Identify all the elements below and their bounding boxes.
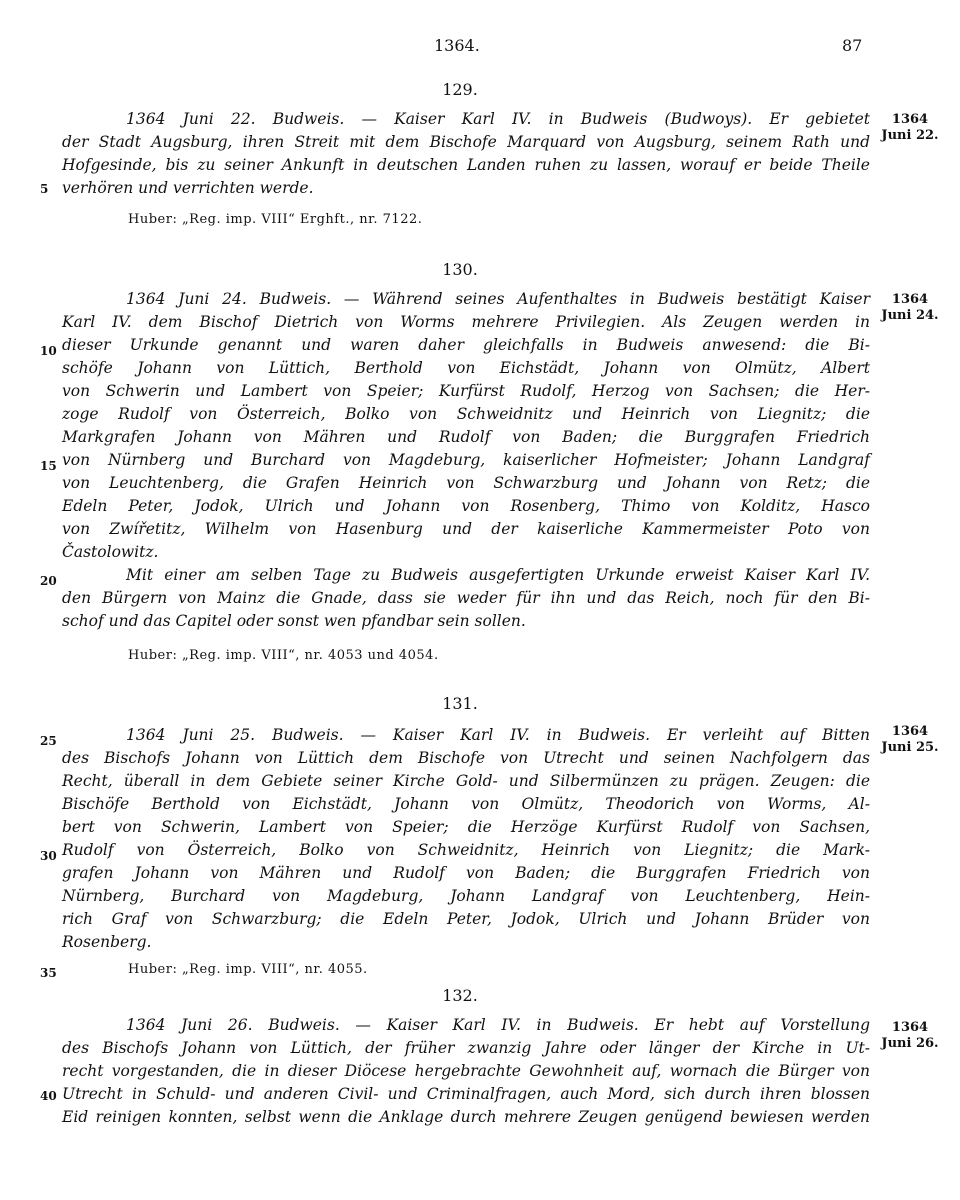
text-line: Edeln Peter, Jodok, Ulrich und Johann von Rosenberg, Thimo von Kolditz, Hasco [62, 497, 870, 515]
text-line: von Schwerin und Lambert von Speier; Kurfürst Rudolf, Herzog von Sachsen; die Her- [62, 382, 870, 400]
line-number: 25 [40, 734, 57, 748]
margin-date [880, 112, 940, 144]
margin-year: 1364 [891, 1020, 929, 1035]
margin-date [880, 292, 940, 324]
line-number: 30 [40, 849, 57, 863]
text-line: recht vorgestanden, die in dieser Diöcese hergebrachte Gewohnheit auf, wornach die Bürger von [62, 1062, 870, 1080]
running-header [0, 36, 960, 60]
text-line: Mit einer am selben Tage zu Budweis ausgefertigten Urkunde erweist Kaiser Karl IV. [126, 566, 870, 584]
margin-year: 1364 [891, 724, 929, 739]
text-line: des Bischofs Johann von Lüttich dem Bischofe von Utrecht und seinen Nachfolgern das [62, 749, 870, 767]
citation: Huber: „Reg. imp. VIII“ Erghft., nr. 7122. [128, 212, 423, 227]
text-line: verhören und verrichten werde. [62, 179, 314, 197]
line-number: 20 [40, 574, 57, 588]
text-line: Rudolf von Österreich, Bolko von Schweidnitz, Heinrich von Liegnitz; die Mark- [62, 841, 870, 859]
text-line: des Bischofs Johann von Lüttich, der früher zwanzig Jahre oder länger der Kirche in Ut- [62, 1039, 870, 1057]
text-line: 1364 Juni 22. Budweis. — Kaiser Karl IV. in Budweis (Budwoys). Er gebietet [126, 110, 870, 128]
regest-text [62, 288, 870, 633]
text-line: von Leuchtenberg, die Grafen Heinrich von Schwarzburg und Johann von Retz; die [62, 474, 870, 492]
text-line: Utrecht in Schuld- und anderen Civil- und Criminalfragen, auch Mord, sich durch ihren blossen [62, 1085, 870, 1103]
regest-text [62, 724, 870, 954]
line-number: 15 [40, 459, 57, 473]
line-number: 35 [40, 966, 57, 980]
text-line: Častolowitz. [62, 543, 159, 561]
margin-year: 1364 [891, 292, 929, 307]
text-line: schof und das Capitel oder sonst wen pfandbar sein sollen. [62, 612, 526, 630]
line-number: 5 [40, 182, 49, 196]
text-line: grafen Johann von Mähren und Rudolf von Baden; die Burggrafen Friedrich von [62, 864, 870, 882]
margin-date [880, 1020, 940, 1052]
text-line: von Nürnberg und Burchard von Magdeburg, kaiserlicher Hofmeister; Johann Landgraf [62, 451, 870, 469]
text-line: von Zwířetitz, Wilhelm von Hasenburg und der kaiserliche Kammermeister Poto von [62, 520, 870, 538]
text-line: 1364 Juni 26. Budweis. — Kaiser Karl IV. in Budweis. Er hebt auf Vorstellung [126, 1016, 870, 1034]
text-line: Recht, überall in dem Gebiete seiner Kirche Gold- und Silbermünzen zu prägen. Zeugen: die [62, 772, 870, 790]
margin-day: Juni 22. [881, 128, 939, 143]
line-number: 10 [40, 344, 57, 358]
text-line: Hofgesinde, bis zu seiner Ankunft in deutschen Landen ruhen zu lassen, worauf er beide Theile [62, 156, 870, 174]
text-line: zoge Rudolf von Österreich, Bolko von Schweidnitz und Heinrich von Liegnitz; die [62, 405, 870, 423]
regest-text [62, 1014, 870, 1129]
page-number: 87 [842, 36, 863, 55]
regest-number: 130. [442, 260, 478, 279]
citation: Huber: „Reg. imp. VIII“, nr. 4053 und 4054. [128, 648, 439, 663]
citation: Huber: „Reg. imp. VIII“, nr. 4055. [128, 962, 368, 977]
text-line: 1364 Juni 24. Budweis. — Während seines Aufenthaltes in Budweis bestätigt Kaiser [126, 290, 870, 308]
text-line: Eid reinigen konnten, selbst wenn die Anklage durch mehrere Zeugen genügend bewiesen werden [62, 1108, 870, 1126]
regest-number: 132. [442, 986, 478, 1005]
margin-day: Juni 25. [881, 740, 939, 755]
text-line: Markgrafen Johann von Mähren und Rudolf von Baden; die Burggrafen Friedrich [62, 428, 870, 446]
regest-number: 129. [442, 80, 478, 99]
text-line: 1364 Juni 25. Budweis. — Kaiser Karl IV. in Budweis. Er verleiht auf Bitten [126, 726, 870, 744]
text-line: Rosenberg. [62, 933, 152, 951]
text-line: schöfe Johann von Lüttich, Berthold von Eichstädt, Johann von Olmütz, Albert [62, 359, 870, 377]
margin-date [880, 724, 940, 756]
margin-day: Juni 24. [881, 308, 939, 323]
margin-day: Juni 26. [881, 1036, 939, 1051]
text-line: dieser Urkunde genannt und waren daher gleichfalls in Budweis anwesend: die Bi- [62, 336, 870, 354]
regest-text [62, 108, 870, 200]
text-line: Karl IV. dem Bischof Dietrich von Worms mehrere Privilegien. Als Zeugen werden in [62, 313, 870, 331]
text-line: Nürnberg, Burchard von Magdeburg, Johann Landgraf von Leuchtenberg, Hein- [62, 887, 870, 905]
text-line: der Stadt Augsburg, ihren Streit mit dem Bischofe Marquard von Augsburg, seinem Rath und [62, 133, 870, 151]
text-line: den Bürgern von Mainz die Gnade, dass sie weder für ihn und das Reich, noch für den Bi- [62, 589, 870, 607]
regest-number: 131. [442, 694, 478, 713]
line-number: 40 [40, 1089, 57, 1103]
header-year: 1364. [434, 36, 480, 55]
text-line: bert von Schwerin, Lambert von Speier; die Herzöge Kurfürst Rudolf von Sachsen, [62, 818, 870, 836]
text-line: rich Graf von Schwarzburg; die Edeln Peter, Jodok, Ulrich und Johann Brüder von [62, 910, 870, 928]
margin-year: 1364 [891, 112, 929, 127]
text-line: Bischöfe Berthold von Eichstädt, Johann von Olmütz, Theodorich von Worms, Al- [62, 795, 870, 813]
